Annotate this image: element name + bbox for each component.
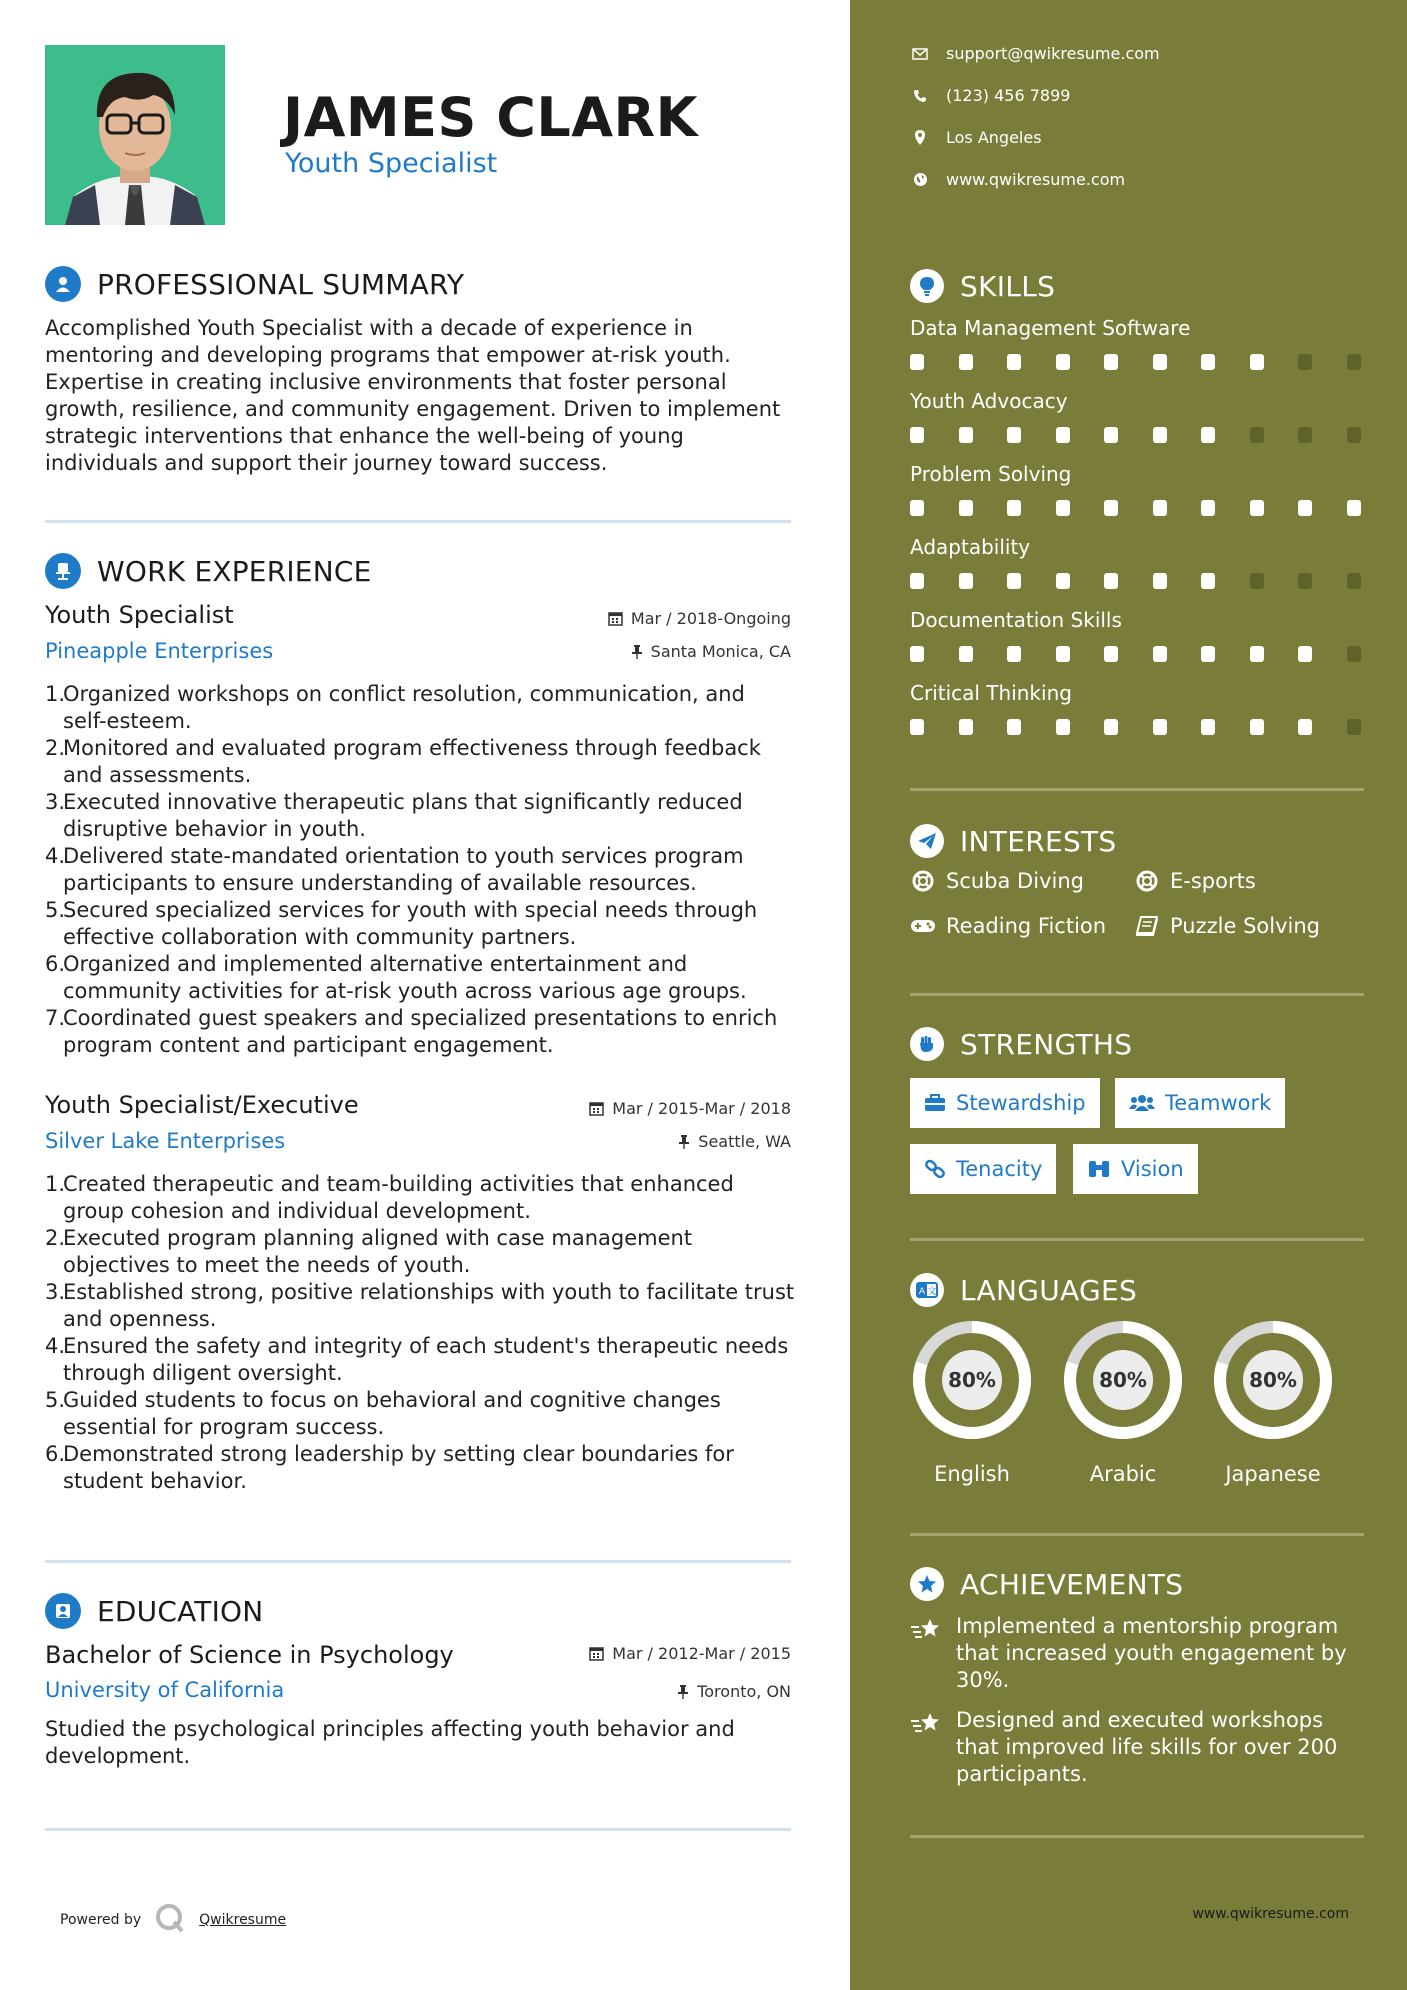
rating-dot-filled xyxy=(959,573,973,589)
education-header xyxy=(45,1593,263,1629)
book-icon xyxy=(1134,916,1160,936)
strengths-title: STRENGTHS xyxy=(960,1027,1133,1061)
skill-rating xyxy=(910,427,1395,443)
achievements-title: ACHIEVEMENTS xyxy=(960,1567,1184,1601)
user-icon xyxy=(45,266,81,302)
job-title: Youth Specialist xyxy=(45,601,234,629)
calendar-icon xyxy=(589,1646,604,1661)
star-icon xyxy=(910,1567,944,1601)
rating-dot-filled xyxy=(1153,500,1167,516)
job-location xyxy=(631,642,791,661)
divider xyxy=(910,1533,1364,1536)
job-location-text: Seattle, WA xyxy=(698,1132,791,1151)
rating-dot-filled xyxy=(910,427,924,443)
list-item: 1. Organized workshops on conflict resolution, communication, and self-esteem. xyxy=(45,682,745,733)
rating-dot-filled xyxy=(959,500,973,516)
contact-phone[interactable] xyxy=(910,86,1070,105)
job-date xyxy=(589,1099,791,1118)
list-item: 5. Secured specialized services for youth with special needs through effective collaboration with community partners. xyxy=(45,898,758,949)
education-location xyxy=(677,1682,791,1701)
map-marker-icon xyxy=(910,130,930,145)
rating-dot-empty xyxy=(1298,354,1312,370)
calendar-icon xyxy=(608,611,623,626)
rating-dot-filled xyxy=(1056,500,1070,516)
experience-title: WORK EXPERIENCE xyxy=(97,554,372,588)
interest-item: Puzzle Solving xyxy=(1134,914,1320,938)
office-chair-icon xyxy=(45,553,81,589)
rating-dot-empty xyxy=(1347,646,1361,662)
education-date-text: Mar / 2012-Mar / 2015 xyxy=(612,1644,791,1663)
rating-dot-filled xyxy=(910,500,924,516)
rating-dot-filled xyxy=(1056,719,1070,735)
rating-dot-filled xyxy=(1250,354,1264,370)
job-company: Pineapple Enterprises xyxy=(45,639,274,663)
strength-chip: Teamwork xyxy=(1115,1078,1285,1128)
job-company: Silver Lake Enterprises xyxy=(45,1129,286,1153)
divider xyxy=(45,520,791,523)
rating-dot-filled xyxy=(1007,427,1021,443)
rating-dot-filled xyxy=(1201,719,1215,735)
strength-chip: Tenacity xyxy=(910,1144,1056,1194)
skill-name: Adaptability xyxy=(910,535,1031,559)
rating-dot-empty xyxy=(1347,719,1361,735)
education-title: EDUCATION xyxy=(97,1594,264,1628)
language-item xyxy=(910,1318,1034,1486)
graduate-icon xyxy=(45,1593,81,1629)
skill-rating xyxy=(910,500,1395,516)
rating-dot-empty xyxy=(1347,573,1361,589)
rating-dot-filled xyxy=(1104,500,1118,516)
gamepad-icon xyxy=(910,918,936,934)
sidebar xyxy=(850,0,1407,1990)
rating-dot-filled xyxy=(1153,646,1167,662)
rating-dot-filled xyxy=(959,646,973,662)
languages-header xyxy=(910,1273,1137,1307)
globe-icon xyxy=(910,172,930,187)
rating-dot-empty xyxy=(1347,427,1361,443)
rating-dot-empty xyxy=(1298,427,1312,443)
contact-email-text: support@qwikresume.com xyxy=(946,44,1160,63)
contact-website-text: www.qwikresume.com xyxy=(946,170,1126,189)
skills-title: SKILLS xyxy=(960,269,1056,303)
experience-header xyxy=(45,553,371,589)
shooting-star-icon xyxy=(910,1707,944,1788)
interest-item: E-sports xyxy=(1134,869,1256,893)
contact-website[interactable] xyxy=(910,170,1125,189)
rating-dot-empty xyxy=(1250,573,1264,589)
language-name: Japanese xyxy=(1225,1462,1321,1486)
job-title: Youth Specialist/Executive xyxy=(45,1091,359,1119)
rating-dot-filled xyxy=(1201,646,1215,662)
divider xyxy=(910,788,1364,791)
education-date xyxy=(589,1644,791,1663)
envelope-icon xyxy=(910,48,930,60)
svg-text:A: A xyxy=(918,1287,926,1297)
list-item: 4. Ensured the safety and integrity of each student's therapeutic needs through diligent oversight. xyxy=(45,1334,789,1385)
skill-rating xyxy=(910,573,1395,589)
rating-dot-filled xyxy=(1056,646,1070,662)
job-location xyxy=(678,1132,791,1151)
education-location-text: Toronto, ON xyxy=(697,1682,791,1701)
job-date xyxy=(608,609,791,628)
divider xyxy=(910,1835,1364,1838)
rating-dot-filled xyxy=(1056,573,1070,589)
list-item: 3. Executed innovative therapeutic plans that significantly reduced disruptive behavior in youth. xyxy=(45,790,743,841)
list-item: 6. Organized and implemented alternative entertainment and community activities for at-risk youth across various age groups. xyxy=(45,952,747,1003)
rating-dot-filled xyxy=(1347,500,1361,516)
language-name: Arabic xyxy=(1089,1462,1157,1486)
rating-dot-filled xyxy=(1056,427,1070,443)
language-name: English xyxy=(934,1462,1010,1486)
list-item: 1. Created therapeutic and team-building activities that enhanced group cohesion and individual development. xyxy=(45,1172,734,1223)
language-percent: 80% xyxy=(1099,1368,1147,1392)
contact-location-text: Los Angeles xyxy=(946,128,1042,147)
contact-phone-text: (123) 456 7899 xyxy=(946,86,1071,105)
list-item: 6. Demonstrated strong leadership by setting clear boundaries for student behavior. xyxy=(45,1442,734,1493)
rating-dot-filled xyxy=(1056,354,1070,370)
achievements-header xyxy=(910,1567,1183,1601)
rating-dot-filled xyxy=(1250,719,1264,735)
list-item: 4. Delivered state-mandated orientation to youth services program participants to ensure understanding of available resources. xyxy=(45,844,744,895)
achievement-item: Designed and executed workshops that improved life skills for over 200 participants. xyxy=(910,1707,1370,1788)
svg-text:文: 文 xyxy=(927,1287,937,1297)
rating-dot-filled xyxy=(1250,500,1264,516)
skill-rating xyxy=(910,646,1395,662)
language-icon xyxy=(910,1273,944,1307)
rating-dot-empty xyxy=(1298,573,1312,589)
candidate-role: Youth Specialist xyxy=(285,148,498,179)
binoculars-icon xyxy=(1087,1159,1111,1179)
job-location-text: Santa Monica, CA xyxy=(650,642,791,661)
rating-dot-filled xyxy=(910,354,924,370)
rating-dot-filled xyxy=(1153,719,1167,735)
rating-dot-filled xyxy=(1007,719,1021,735)
paper-plane-icon xyxy=(910,824,944,858)
language-percent: 80% xyxy=(1249,1368,1297,1392)
rating-dot-filled xyxy=(910,719,924,735)
divider xyxy=(45,1828,791,1831)
strength-chip: Vision xyxy=(1073,1144,1198,1194)
rating-dot-filled xyxy=(1153,573,1167,589)
summary-header xyxy=(45,266,464,302)
users-icon xyxy=(1129,1094,1155,1112)
skill-name: Problem Solving xyxy=(910,462,1072,486)
phone-icon xyxy=(910,89,930,103)
divider xyxy=(45,1560,791,1563)
strength-chip: Stewardship xyxy=(910,1078,1100,1128)
list-item: 2. Executed program planning aligned with case management objectives to meet the needs of youth. xyxy=(45,1226,693,1277)
contact-email[interactable] xyxy=(910,44,1160,63)
profile-photo xyxy=(45,45,225,225)
rating-dot-filled xyxy=(1007,646,1021,662)
interests-title: INTERESTS xyxy=(960,824,1117,858)
summary-text: Accomplished Youth Specialist with a decade of experience in mentoring and developing programs that empower at-risk youth. Expertise in creating inclusive environments that foster personal growth, resilience, and community engagement. Driven to implement strategic interventions that enhance the well-being of young individuals and support their journey toward success. xyxy=(45,316,781,475)
divider xyxy=(910,993,1364,996)
language-percent: 80% xyxy=(948,1368,996,1392)
contact-location xyxy=(910,128,1042,147)
rating-dot-filled xyxy=(1201,427,1215,443)
briefcase-icon xyxy=(924,1094,946,1112)
rating-dot-filled xyxy=(910,573,924,589)
achievement-item: Implemented a mentorship program that increased youth engagement by 30%. xyxy=(910,1613,1370,1694)
rating-dot-filled xyxy=(1298,646,1312,662)
candidate-name: JAMES CLARK xyxy=(283,86,698,149)
summary-title: PROFESSIONAL SUMMARY xyxy=(97,267,465,301)
interests-header xyxy=(910,824,1117,858)
rating-dot-empty xyxy=(1347,354,1361,370)
skill-name: Documentation Skills xyxy=(910,608,1122,632)
job-date-text: Mar / 2018-Ongoing xyxy=(630,609,791,628)
list-item: 7. Coordinated guest speakers and specialized presentations to enrich program content and participant engagement. xyxy=(45,1006,778,1057)
rating-dot-filled xyxy=(1201,354,1215,370)
skill-rating xyxy=(910,354,1395,370)
rating-dot-filled xyxy=(959,427,973,443)
calendar-icon xyxy=(589,1101,604,1116)
skill-rating xyxy=(910,719,1395,735)
rating-dot-filled xyxy=(1298,719,1312,735)
rating-dot-filled xyxy=(1007,500,1021,516)
rating-dot-filled xyxy=(910,646,924,662)
rating-dot-filled xyxy=(1104,354,1118,370)
rating-dot-filled xyxy=(959,719,973,735)
interest-item: Scuba Diving xyxy=(910,869,1084,893)
language-item xyxy=(1211,1318,1335,1486)
life-ring-icon xyxy=(1134,870,1160,892)
list-item: 5. Guided students to focus on behavioral and cognitive changes essential for program success. xyxy=(45,1388,721,1439)
job-date-text: Mar / 2015-Mar / 2018 xyxy=(612,1099,791,1118)
strengths-header xyxy=(910,1027,1132,1061)
divider xyxy=(910,1238,1364,1241)
job-duties xyxy=(45,1171,795,1495)
pin-icon xyxy=(678,1134,690,1149)
rating-dot-empty xyxy=(1250,427,1264,443)
qwikresume-link[interactable]: Qwikresume xyxy=(199,1912,287,1928)
rating-dot-filled xyxy=(1007,573,1021,589)
job-duties xyxy=(45,681,795,1059)
skill-name: Youth Advocacy xyxy=(910,389,1068,413)
lightbulb-icon xyxy=(910,269,944,303)
rating-dot-filled xyxy=(1201,573,1215,589)
pin-icon xyxy=(677,1684,689,1699)
skill-name: Critical Thinking xyxy=(910,681,1072,705)
interest-item: Reading Fiction xyxy=(910,914,1106,938)
rating-dot-filled xyxy=(1007,354,1021,370)
education-text: Studied the psychological principles affecting youth behavior and development. xyxy=(45,1717,735,1768)
rating-dot-filled xyxy=(1104,573,1118,589)
school: University of California xyxy=(45,1678,285,1702)
rating-dot-filled xyxy=(1104,646,1118,662)
pin-icon xyxy=(631,644,643,659)
qwikresume-logo-icon xyxy=(155,1903,185,1937)
link-icon xyxy=(924,1159,946,1179)
skills-header xyxy=(910,269,1055,303)
language-progress-ring xyxy=(910,1318,1034,1442)
rating-dot-filled xyxy=(1250,646,1264,662)
rating-dot-filled xyxy=(1104,427,1118,443)
degree: Bachelor of Science in Psychology xyxy=(45,1641,454,1669)
shooting-star-icon xyxy=(910,1613,944,1694)
language-item xyxy=(1061,1318,1185,1486)
footer-site[interactable]: www.qwikresume.com xyxy=(1192,1906,1349,1922)
skill-name: Data Management Software xyxy=(910,316,1191,340)
fist-icon xyxy=(910,1027,944,1061)
language-progress-ring xyxy=(1061,1318,1185,1442)
rating-dot-filled xyxy=(1153,427,1167,443)
list-item: 3. Established strong, positive relationships with youth to facilitate trust and openness. xyxy=(45,1280,795,1331)
languages-title: LANGUAGES xyxy=(960,1273,1138,1307)
powered-by xyxy=(60,1903,286,1937)
rating-dot-filled xyxy=(1201,500,1215,516)
rating-dot-filled xyxy=(959,354,973,370)
powered-by-label: Powered by xyxy=(60,1912,142,1928)
rating-dot-filled xyxy=(1298,500,1312,516)
language-progress-ring xyxy=(1211,1318,1335,1442)
list-item: 2. Monitored and evaluated program effectiveness through feedback and assessments. xyxy=(45,736,761,787)
life-ring-icon xyxy=(910,870,936,892)
rating-dot-filled xyxy=(1153,354,1167,370)
rating-dot-filled xyxy=(1104,719,1118,735)
